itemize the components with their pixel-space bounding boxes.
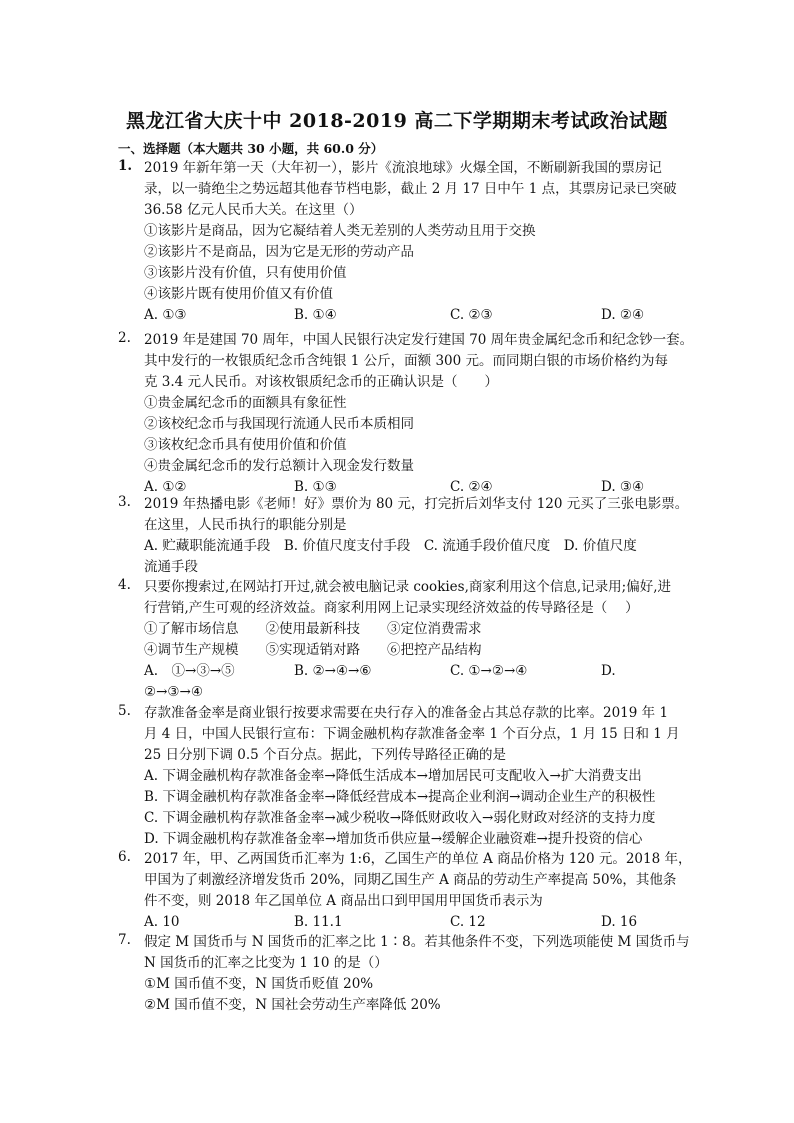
answer-option: A. ①③ <box>144 307 187 323</box>
question-text-line: 流通手段 <box>144 559 198 575</box>
question-text-line: ②该校纪念币与我国现行流通人民币本质相同 <box>144 416 414 432</box>
answer-option: B. ②→④→⑥ <box>294 663 372 679</box>
question-text-line: 其中发行的一枚银质纪念币含纯银 1 公斤，面额 300 元。而同期白银的市场价格约为每 <box>144 353 669 369</box>
question-text-line: A. 下调金融机构存款准备金率→降低生活成本→增加居民可支配收入→扩大消费支出 <box>144 768 642 784</box>
question-text-line: B. 下调金融机构存款准备金率→降低经营成本→提高企业利润→调动企业生产的积极性 <box>144 789 656 805</box>
question-number: 1. <box>118 158 133 174</box>
question-text-line: 在这里，人民币执行的职能分别是 <box>144 517 347 533</box>
question-text-line: D. 下调金融机构存款准备金率→增加货币供应量→缓解企业融资难→提升投资的信心 <box>144 831 643 847</box>
question-text-line: ①了解市场信息 ②使用最新科技 ③定位消费需求 <box>144 621 482 637</box>
question-number: 6. <box>118 849 131 865</box>
answer-option-continuation: ②→③→④ <box>144 684 203 700</box>
question-number: 3. <box>118 494 131 510</box>
question <box>118 849 692 933</box>
question-text-line: 2019 年是建国 70 周年，中国人民银行决定发行建国 70 周年贵金属纪念币和纪念钞一套。 <box>144 332 694 348</box>
answer-option: D. 16 <box>601 914 638 930</box>
question-text-line: N 国货币的汇率之比变为 1 10 的是（） <box>144 955 388 971</box>
question-text-line: ①贵金属纪念币的面额具有象征性 <box>144 395 347 411</box>
question-text-line: 只要你搜索过,在网站打开过,就会被电脑记录 cookies,商家利用这个信息,记录用;偏好,进 <box>144 579 672 595</box>
question-text-line: C. 下调金融机构存款准备金率→减少税收→降低财政收入→弱化财政对经济的支持力度 <box>144 810 656 826</box>
answer-option: D. ③④ <box>601 479 645 495</box>
question-number: 4. <box>118 577 131 593</box>
question-text-line: ①M 国币值不变，N 国货币贬值 20% <box>144 976 374 992</box>
question-text-line: 2019 年新年第一天（大年初一），影片《流浪地球》火爆全国，不断刷新我国的票房记 <box>144 160 662 176</box>
answer-option: D. <box>601 663 616 679</box>
page-title: 黑龙江省大庆十中 2018-2019 高二下学期期末考试政治试题 <box>126 110 668 132</box>
answer-option: C. ②④ <box>450 479 493 495</box>
answer-option: B. ①④ <box>294 307 337 323</box>
answer-option: A. ①→③→⑤ <box>144 663 235 679</box>
question-text-line: 2017 年，甲、乙两国货币汇率为 1:6，乙国生产的单位 A 商品价格为 120 元。2018 年， <box>144 851 692 867</box>
answer-options <box>144 305 688 326</box>
question-text-line: ③该影片没有价值，只有使用价值 <box>144 265 347 281</box>
question <box>118 703 688 850</box>
answer-option: A. ①② <box>144 479 187 495</box>
question-text-line: 25 日分别下调 0.5 个百分点。据此，下列传导路径正确的是 <box>144 747 507 763</box>
answer-option: C. 12 <box>450 914 486 930</box>
question-text-line: 36.58 亿元人民币大关。在这里（） <box>144 202 363 218</box>
question <box>118 494 688 578</box>
question-text-line: 录，以一骑绝尘之势远超其他春节档电影，截止 2 月 17 日中午 1 点，其票房记录已突破 <box>144 181 677 197</box>
question-text-line: 行营销,产生可观的经济效益。商家利用网上记录实现经济效益的传导路径是（ ） <box>144 600 639 616</box>
question <box>118 932 688 1016</box>
answer-option: B. 11.1 <box>294 914 343 930</box>
answer-options <box>144 912 688 933</box>
question-text-line: A. 贮藏职能流通手段 B. 价值尺度支付手段 C. 流通手段价值尺度 D. 价值尺度 <box>144 538 637 554</box>
question <box>118 330 694 498</box>
answer-option: C. ①→②→④ <box>450 663 528 679</box>
question-text-line: 2019 年热播电影《老师！好》票价为 80 元，打完折后刘华支付 120 元买了三张电影票。 <box>144 496 689 512</box>
question-text-line: ①该影片是商品，因为它凝结着人类无差别的人类劳动且用于交换 <box>144 223 536 239</box>
section-heading: 一、选择题（本大题共 30 小题，共 60.0 分） <box>118 141 384 156</box>
question-number: 7. <box>118 932 131 948</box>
question-number: 5. <box>118 703 131 719</box>
question-text-line: ③该枚纪念币具有使用价值和价值 <box>144 437 347 453</box>
question-text-line: 存款准备金率是商业银行按要求需要在央行存入的准备金占其总存款的比率。2019 年 1 <box>144 705 669 721</box>
question-text-line: 件不变，则 2018 年乙国单位 A 商品出口到甲国用甲国货币表示为 <box>144 893 543 909</box>
answer-option: D. ②④ <box>601 307 645 323</box>
question-text-line: 甲国为了刺激经济增发货币 20%，同期乙国生产 A 商品的劳动生产率提高 50%，其他条 <box>144 872 677 888</box>
question-text-line: ②该影片不是商品，因为它是无形的劳动产品 <box>144 244 414 260</box>
question-text-line: ④该影片既有使用价值又有价值 <box>144 286 333 302</box>
answer-option: B. ①③ <box>294 479 337 495</box>
question-text-line: 克 3.4 元人民币。对该枚银质纪念币的正确认识是（ ） <box>144 374 499 390</box>
answer-option: A. 10 <box>144 914 180 930</box>
question-text-line: ④贵金属纪念币的发行总额计入现金发行数量 <box>144 458 414 474</box>
question-number: 2. <box>118 330 131 346</box>
answer-option: C. ②③ <box>450 307 493 323</box>
question-text-line: 月 4 日，中国人民银行宣布：下调金融机构存款准备金率 1 个百分点，1 月 15 日和 1 月 <box>144 726 680 742</box>
question <box>118 158 688 326</box>
answer-options <box>144 661 688 682</box>
question-text-line: 假定 M 国货币与 N 国货币的汇率之比 1∶8。若其他条件不变，下列选项能使 M 国货币与 <box>144 934 690 950</box>
question <box>118 577 688 703</box>
question-text-line: ④调节生产规模 ⑤实现适销对路 ⑥把控产品结构 <box>144 642 482 658</box>
question-text-line: ②M 国币值不变，N 国社会劳动生产率降低 20% <box>144 997 441 1013</box>
